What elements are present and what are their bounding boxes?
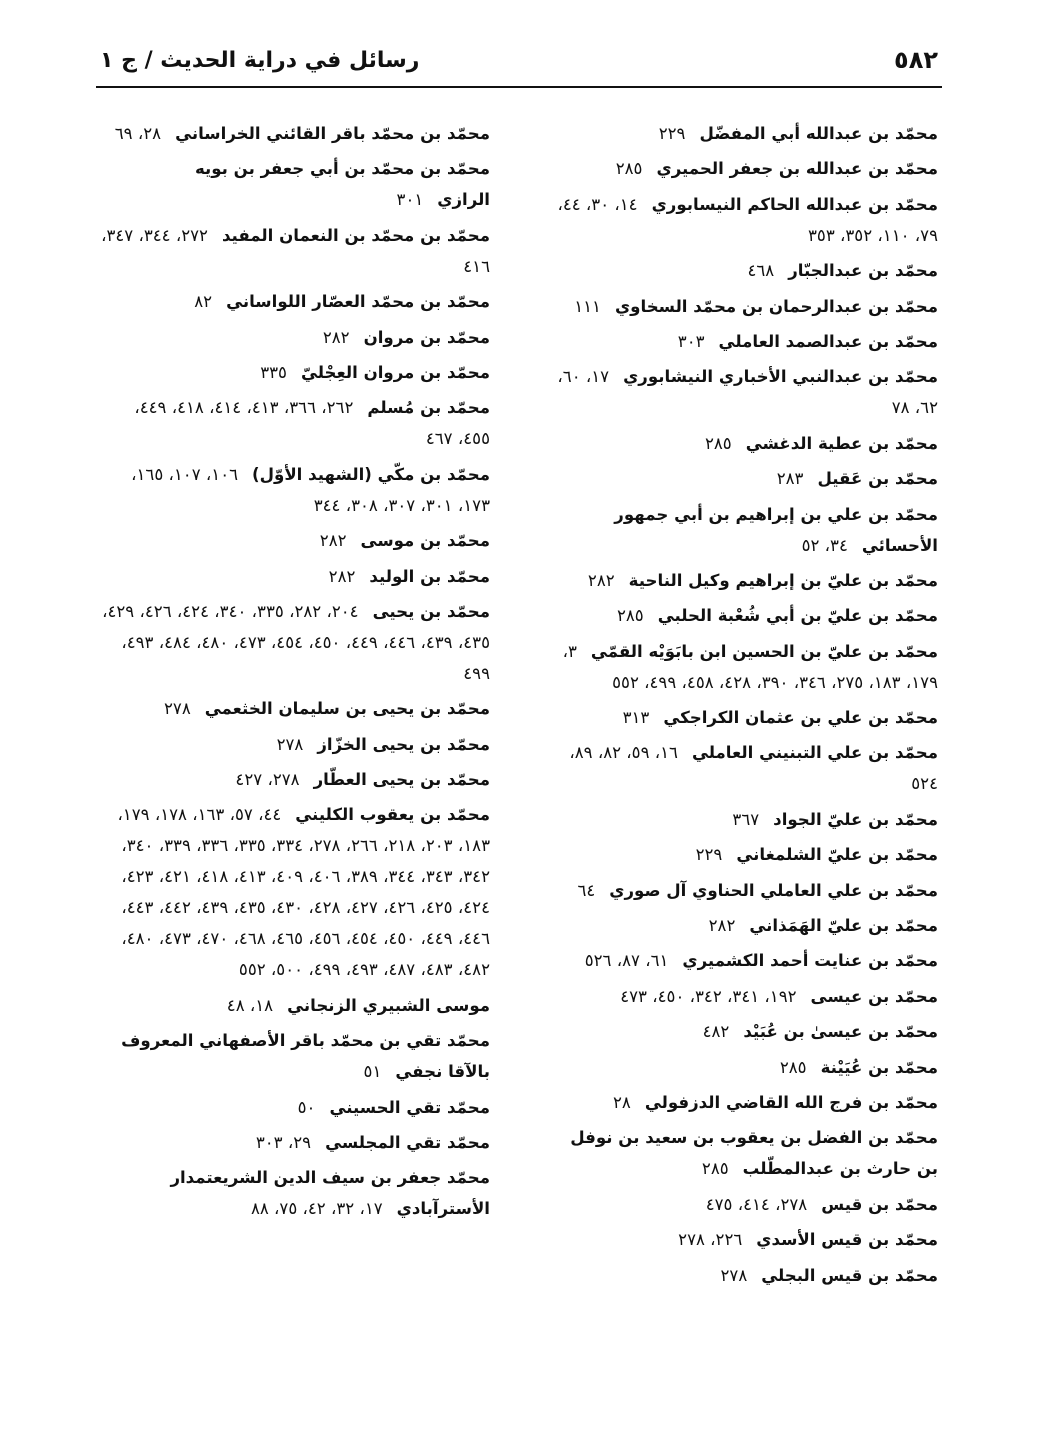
index-entry [548,189,938,251]
index-entry-name: محمّد بن محمّد بن النعمان المفيد [221,225,490,245]
index-entry [548,875,938,906]
index-entry [548,636,938,698]
index-entry-name: محمّد بن موسى [360,531,490,551]
index-entry-name: محمّد بن عليّ بن أبي شُعْبة الحلبي [657,606,938,626]
index-entry [548,737,938,799]
index-entry-pages: ٢٧٨، ٤٢٧ [235,770,300,790]
index-entry-name: محمّد بن عبدالله أبي المفضّل [699,124,938,143]
index-entry-pages: ٢٨٥ [704,433,732,453]
index-entry-name: محمّد بن علي التبنيني العاملي [691,743,938,763]
index-entry [548,1260,938,1291]
index-entry-pages: ٤٨٢ [702,1022,730,1042]
index-entry-pages: ٢٨٢ [322,327,350,347]
index-entry [100,525,490,556]
index-entry-name: محمّد تقي الحسيني [329,1097,490,1117]
index-entry-pages: ٢٨٢ [587,570,615,590]
index-entry-pages: ٣١٣ [622,708,650,728]
index-entry-pages: ٢٨ [613,1092,631,1112]
index-entry [100,1025,490,1087]
index-entry-pages: ٢٨٢ [328,566,356,586]
index-entry-pages: ٢٨، ٦٩ [114,124,162,143]
index-entry [100,1127,490,1158]
index-entry-name: محمّد بن يعقوب الكليني [295,805,490,825]
index-entry [100,561,490,592]
index-entry [100,322,490,353]
index-entry-pages: ٢٢٩ [695,845,723,865]
index-entry-pages: ٥٠ [297,1097,316,1117]
index-entry [100,596,490,689]
index-entry-name: محمّد بن عطية الدغشي [745,433,938,453]
index-entry [100,729,490,760]
index-entry [548,1224,938,1255]
index-entry-name: محمّد بن عبدالصمد العاملي [718,331,938,351]
index-entry-pages: ٥١ [363,1062,382,1082]
index-entry-name: محمّد بن عبدالنبي الأخباري النيشابوري [623,367,938,387]
index-entry [548,1052,938,1083]
index-entry [100,459,490,521]
index-entry-pages: ٢٧٨ [276,734,304,754]
index-entry-pages: ٢٢٦، ٢٧٨ [678,1230,743,1250]
index-entry [100,220,490,282]
index-entry [548,565,938,596]
index-entry-name: محمّد بن عبدالله بن جعفر الحميري [656,159,938,179]
index-entry-name: محمّد بن مُسلم [367,398,490,418]
index-entry-name: موسى الشبيري الزنجاني [287,995,490,1015]
index-entry-name: محمّد بن قيس البجلي [761,1265,938,1285]
index-entry [548,291,938,322]
index-entry-name: محمّد بن عبدالرحمان بن محمّد السخاوي [614,296,938,316]
index-entry-name: محمّد بن يحيى [372,601,490,621]
page-header [100,38,938,82]
index-entry [100,799,490,985]
index-entry-name: محمّد بن عليّ الجواد [773,809,938,829]
index-entry-pages: ٤٤، ٥٧، ١٦٣، ١٧٨، ١٧٩، ١٨٣، ٢٠٣، ٢١٨، ٢٦٦، ٢٧٨، ٣٣٤، ٣٣٥، ٣٣٦، ٣٣٩، ٣٤٠، ٣٤٢، ٣٤٣، ٣٤٤، ٣٨٩، ٤٠٦، ٤٠٩، ٤١٣، ٤١٨، ٤٢١، ٤٢٣، ٤٢٤، ٤٢٥، ٤٢٦، ٤٢٧، ٤٢٨، ٤٣٠، ٤٣٥، ٤٣٩، ٤٤٢، ٤٤٣، ٤٤٦، ٤٤٩، ٤٥٠، ٤٥٤، ٤٥٦، ٤٦٥، ٤٦٨، ٤٧٠، ٤٧٣، ٤٨٠، ٤٨٢، ٤٨٣، ٤٨٧، ٤٩٣، ٤٩٩، ٥٠٠، ٥٥٢ [117,805,490,980]
index-entry-name: محمّد بن محمّد العصّار اللواساني [226,292,490,312]
index-entry [548,463,938,494]
index-entry-pages: ٣٠١ [396,190,424,210]
index-entry-name: محمّد بن مروان [363,327,490,347]
index-entry [548,702,938,733]
index-entry-name: محمّد بن الفضل بن يعقوب بن سعيد بن نوفل بن حارث بن عبدالمطّلب [570,1128,938,1179]
index-entry-name: محمّد بن عنايت أحمد الكشميري [682,951,938,971]
index-entry-name: محمّد بن عليّ بن الحسين ابن بابَوَيْه القمّي [590,641,938,661]
index-entry [548,945,938,976]
index-entry-pages: ٣٦٧ [732,809,760,829]
index-entry-name: محمّد بن قيس [821,1194,938,1214]
index-entry [548,1016,938,1047]
index-entry-pages: ٢٧٨ [164,699,191,719]
index-entry-name: محمّد بن يحيى الخزّاز [317,734,490,754]
index-entry-pages: ٢٩، ٣٠٣ [255,1133,312,1153]
index-entry-pages: ٣٣٥ [260,362,287,382]
index-entry [548,981,938,1012]
index-entry [100,153,490,215]
index-entry [548,1189,938,1220]
index-entry [548,153,938,184]
index-entry [100,1092,490,1123]
index-entry-name: محمّد بن عليّ الشلمغاني [736,845,938,865]
index-entry-name: محمّد بن علي العاملي الحناوي آل صوري [609,880,938,900]
header-rule [96,86,942,88]
index-entry-pages: ٢٨٢ [319,531,347,551]
index-entry [100,764,490,795]
index-entry-pages: ٢٨٥ [616,606,644,626]
index-entry [548,1122,938,1184]
index-entry-pages: ٢٢٩ [658,124,686,143]
index-entry-name: محمّد بن عيسى [810,986,938,1006]
index-entry [100,118,490,149]
index-entry-name: محمّد بن قيس الأسدي [756,1230,938,1250]
index-entry-name: محمّد بن عليّ بن إبراهيم وكيل الناحية [628,570,938,590]
index-column-left [100,118,490,1378]
index-entry-name: محمّد بن عليّ الهَمَذاني [749,916,938,936]
index-entry-name: محمّد بن عبدالله الحاكم النيسابوري [651,194,938,214]
index-entry-pages: ١٧، ٦٠، ٦٢، ٧٨ [557,367,938,418]
index-entry-pages: ٢٨٥ [779,1057,807,1077]
index-entry-name: محمّد بن عُيَيْنة [820,1057,938,1077]
index-entry-name: محمّد بن علي بن عثمان الكراجكي [663,708,938,728]
index-entry-name: محمّد بن الوليد [369,566,490,586]
index-entry-name: محمّد بن فرج الله القاضي الدزفولي [644,1092,938,1112]
index-entry-name: محمّد بن علي بن إبراهيم بن أبي جمهور الأحسائي [614,504,938,555]
index-entry [548,600,938,631]
index-entry-pages: ٢٨٢ [708,916,736,936]
index-entry-pages: ١٤، ٣٠، ٤٤، ٧٩، ١١٠، ٣٥٢، ٣٥٣ [557,194,938,245]
index-entry [100,1162,490,1224]
index-entry [100,693,490,724]
index-entry [100,357,490,388]
index-entry-name: محمّد تقي المجلسي [325,1133,490,1153]
index-entry [100,990,490,1021]
index-entry [100,286,490,317]
index-entry-pages: ٣، ١٧٩، ١٨٣، ٢٧٥، ٣٤٦، ٣٩٠، ٤٢٨، ٤٥٨، ٤٩٩، ٥٥٢ [562,641,938,692]
index-entry [548,361,938,423]
index-entry-name: محمّد بن يحيى العطّار [313,770,490,790]
index-entry-name: محمّد بن مكّي (الشهيد الأوّل) [252,464,490,484]
page-number: ٥٨٢ [894,46,938,74]
index-entry-name: محمّد بن مروان العِجْليّ [300,362,490,382]
index-entry-pages: ٢٨٣ [776,469,804,489]
index-entry [548,804,938,835]
index-entry [548,910,938,941]
index-entry-name: محمّد بن عَقيل [817,469,938,489]
index-columns [100,118,938,1378]
index-entry-name: محمّد بن محمّد باقر القائني الخراساني [175,124,490,143]
index-entry-pages: ٨٢ [194,292,213,312]
index-entry [548,1087,938,1118]
index-entry-pages: ٢٧٨، ٤١٤، ٤٧٥ [705,1194,808,1214]
index-entry-pages: ١٦، ٥٩، ٨٢، ٨٩، ٥٢٤ [569,743,938,794]
index-entry [548,499,938,561]
index-entry-name: محمّد بن يحيى بن سليمان الخثعمي [204,699,490,719]
index-entry-name: محمّد تقي بن محمّد باقر الأصفهاني المعروف بالآقا نجفي [121,1031,490,1082]
index-entry [548,255,938,286]
index-entry-pages: ٢٧٢، ٣٤٤، ٣٤٧، ٤١٦ [101,225,490,276]
index-entry-pages: ٢٠٤، ٢٨٢، ٣٣٥، ٣٤٠، ٤٢٤، ٤٢٦، ٤٢٩، ٤٣٥، ٤٣٩، ٤٤٦، ٤٤٩، ٤٥٠، ٤٥٤، ٤٧٣، ٤٨٠، ٤٨٤، ٤٩٣، ٤٩٩ [102,601,490,683]
index-entry-pages: ١٨، ٤٨ [226,995,274,1015]
index-entry-pages: ١٧، ٣٢، ٤٢، ٧٥، ٨٨ [250,1199,383,1219]
index-entry [548,326,938,357]
index-entry-pages: ١١١ [574,296,601,316]
index-entry-name: محمّد بن عيسىٰ بن عُبَيْد [743,1022,938,1042]
index-entry-pages: ١٩٢، ٣٤١، ٣٤٢، ٤٥٠، ٤٧٣ [620,986,797,1006]
index-entry-name: محمّد جعفر بن سيف الدين الشريعتمدار الأسترآبادي [170,1168,490,1219]
running-title: رسائل في دراية الحديث / ج ١ [100,47,420,73]
index-entry [548,118,938,149]
index-entry-pages: ٤٦٨ [747,261,775,281]
index-entry-pages: ٢٦٢، ٣٦٦، ٤١٣، ٤١٤، ٤١٨، ٤٤٩، ٤٥٥، ٤٦٧ [134,398,490,449]
index-entry-pages: ٦١، ٨٧، ٥٢٦ [584,951,669,971]
index-entry-pages: ٢٨٥ [615,159,643,179]
index-column-right [548,118,938,1378]
index-entry-pages: ٢٨٥ [701,1159,729,1179]
index-entry-pages: ٣٤، ٥٢ [801,535,848,555]
index-entry-name: محمّد بن محمّد بن أبي جعفر بن بويه الرازي [194,159,490,210]
index-entry-name: محمّد بن عبدالجبّار [788,261,938,281]
index-entry-pages: ٢٧٨ [720,1265,748,1285]
index-entry-pages: ٣٠٣ [677,331,705,351]
index-entry [100,392,490,454]
index-entry-pages: ٦٤ [577,880,596,900]
index-entry-pages: ١٠٦، ١٠٧، ١٦٥، ١٧٣، ٣٠١، ٣٠٧، ٣٠٨، ٣٤٤ [131,464,490,515]
index-entry [548,428,938,459]
index-entry [548,839,938,870]
